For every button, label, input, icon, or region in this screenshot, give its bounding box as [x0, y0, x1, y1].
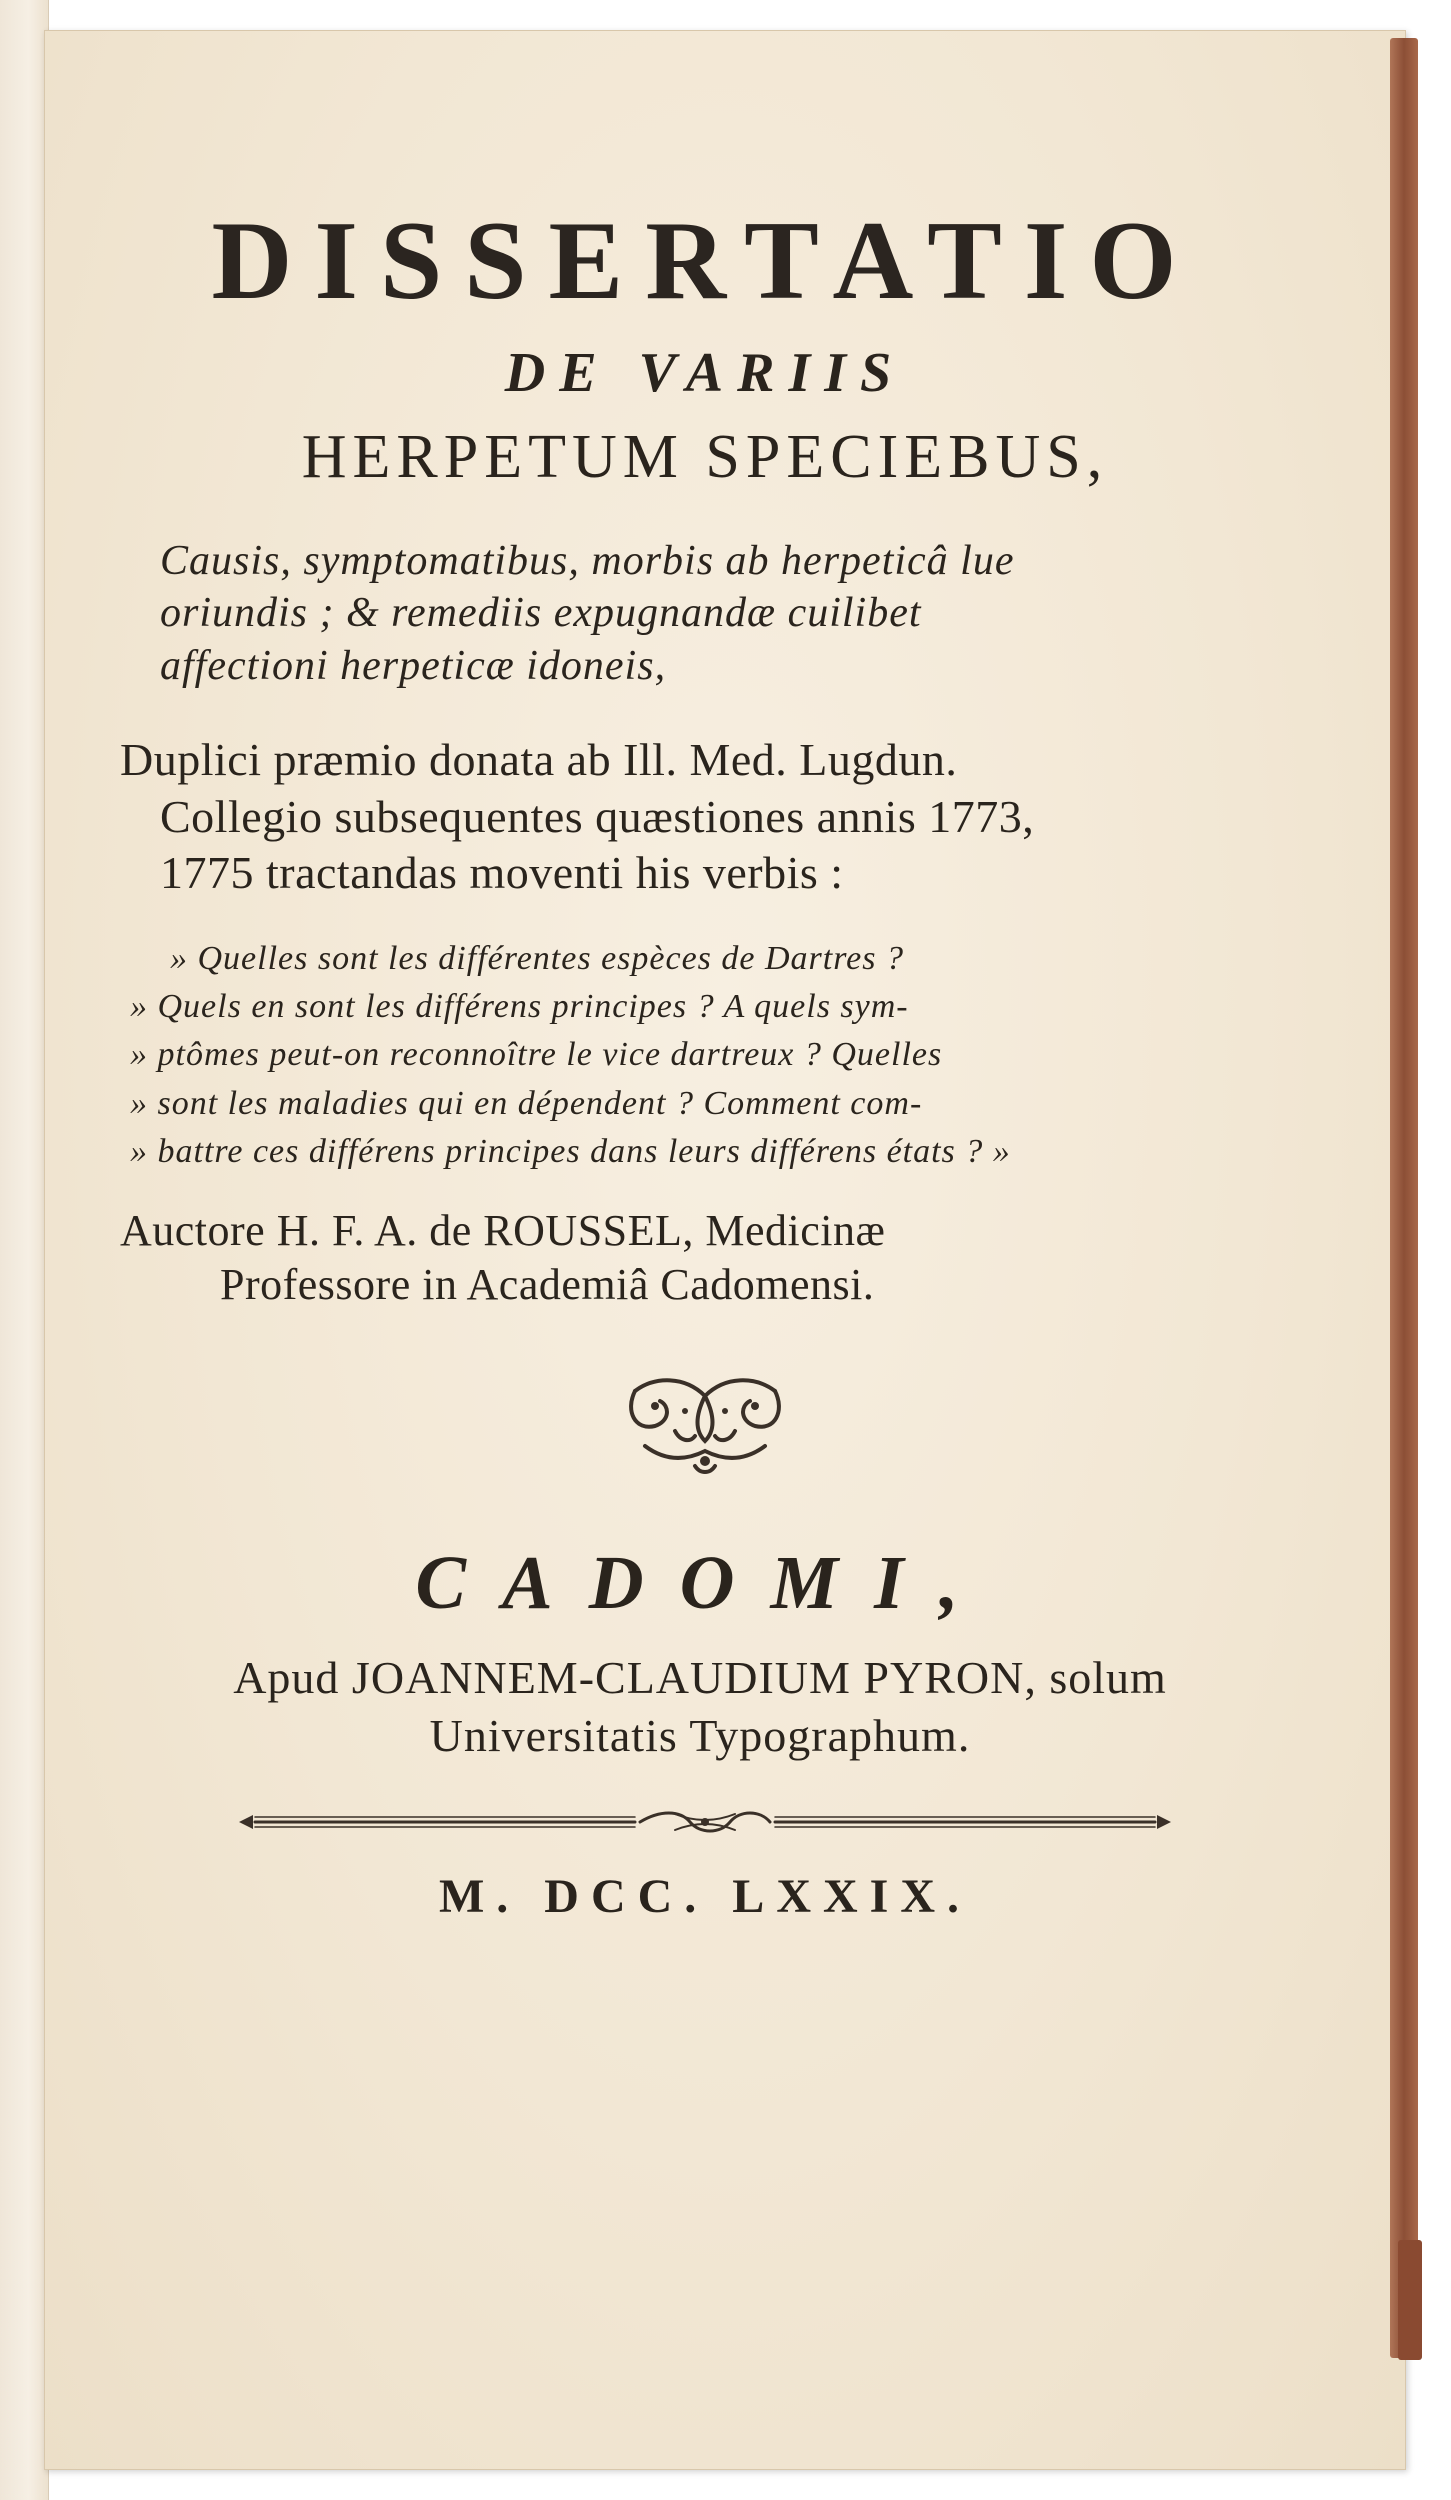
- quote-line: » sont les maladies qui en dépendent ? Comment com-: [130, 1084, 923, 1122]
- publisher-line: Universitatis Typographum.: [429, 1709, 971, 1761]
- decorative-rule-icon: [235, 1810, 1175, 1834]
- duplici-line: 1775 tractandas moventi his verbis :: [160, 846, 844, 898]
- publication-year: M. DCC. LXXIX.: [439, 1870, 971, 1924]
- subtitle-line-2: HERPETUM SPECIEBUS,: [301, 422, 1109, 491]
- title-page-content: [90, 200, 1320, 1924]
- quote-line: » ptômes peut-on reconnoître le vice dartreux ? Quelles: [130, 1036, 943, 1074]
- fleuron-ornament-icon: [615, 1371, 795, 1481]
- author-line: Professore in Academiâ Cadomensi.: [220, 1259, 875, 1309]
- duplici-line: Duplici præmio donata ab Ill. Med. Lugdun.: [120, 734, 958, 786]
- causis-line: Causis, symptomatibus, morbis ab herpeticâ lue: [160, 537, 1015, 584]
- main-title: DISSERTATIO: [211, 199, 1199, 323]
- author-paragraph: [120, 1204, 1290, 1311]
- author-line: Auctore H. F. A. de ROUSSEL, Medicinæ: [120, 1206, 886, 1256]
- duplici-line: Collegio subsequentes quæstiones annis 1773,: [160, 790, 1035, 842]
- subtitle-line-1: DE VARIIS: [504, 342, 906, 405]
- quote-line: » battre ces différens principes dans leurs différens états ? »: [130, 1132, 1011, 1170]
- book-backing: [0, 0, 49, 2500]
- city-name: CADOMI,: [415, 1541, 995, 1626]
- causis-line: affectioni herpeticæ idoneis,: [160, 642, 667, 689]
- page-edge: [1390, 38, 1418, 2358]
- quote-line: » Quelles sont les différentes espèces de Dartres ?: [170, 939, 905, 977]
- causis-line: oriundis ; & remediis expugnandæ cuilibet: [160, 590, 922, 637]
- publisher-line: Apud JOANNEM-CLAUDIUM PYRON, solum: [233, 1652, 1167, 1704]
- causis-paragraph: [160, 535, 1280, 693]
- quote-line: » Quels en sont les différens principes ? A quels sym-: [130, 988, 909, 1026]
- duplici-paragraph: [120, 732, 1290, 900]
- french-quote: [130, 935, 1290, 1176]
- page-edge-tab: [1398, 2240, 1422, 2360]
- publisher-paragraph: [120, 1649, 1280, 1764]
